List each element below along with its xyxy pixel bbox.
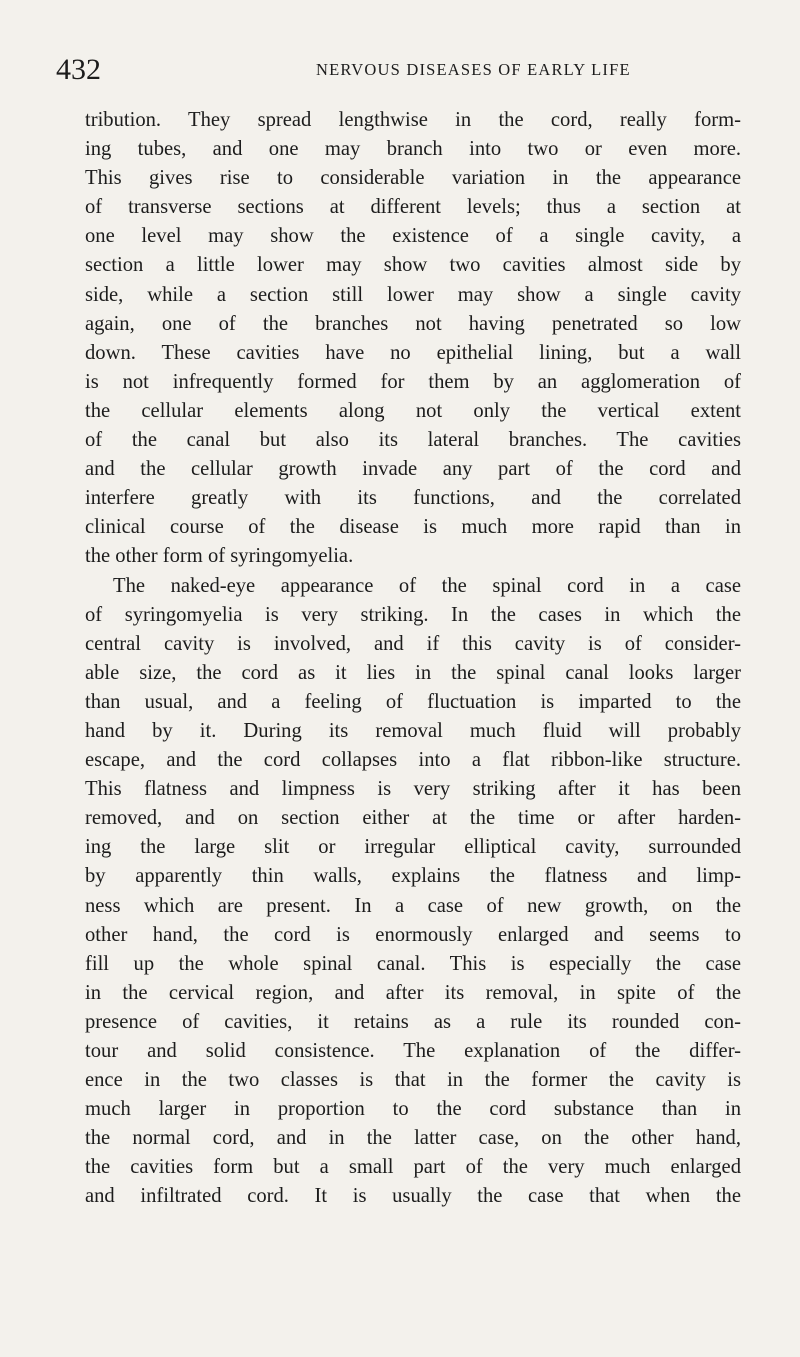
text-line: much larger in proportion to the cord substance than in (85, 1098, 741, 1121)
running-head (56, 50, 744, 90)
text-line: again, one of the branches not having penetrated so low (85, 312, 741, 335)
text-line: ing tubes, and one may branch into two or even more. (85, 138, 741, 161)
text-line: hand by it. During its removal much fluid will probably (85, 719, 741, 742)
text-line: removed, and on section either at the time or after harden- (85, 807, 741, 830)
text-line: This flatness and limpness is very striking after it has been (85, 778, 741, 801)
text-line: by apparently thin walls, explains the flatness and limp- (85, 865, 741, 888)
text-line: than usual, and a feeling of fluctuation is imparted to the (85, 690, 741, 713)
text-line: of the canal but also its lateral branches. The cavities (85, 429, 741, 452)
text-line: the normal cord, and in the latter case, on the other hand, (85, 1127, 741, 1150)
text-line: other hand, the cord is enormously enlarged and seems to (85, 923, 741, 946)
text-line: section a little lower may show two cavities almost side by (85, 254, 741, 277)
text-line: presence of cavities, it retains as a rule its rounded con- (85, 1010, 741, 1033)
text-line: escape, and the cord collapses into a flat ribbon-like structure. (85, 749, 741, 772)
body-text (85, 106, 741, 1212)
text-line: tribution. They spread lengthwise in the cord, really form- (85, 109, 741, 131)
text-line: of transverse sections at different levels; thus a section at (85, 196, 741, 219)
page-number: 432 (56, 53, 101, 86)
text-line: and infiltrated cord. It is usually the case that when the (85, 1185, 741, 1208)
text-line: ness which are present. In a case of new growth, on the (85, 894, 741, 917)
paragraph-start-line: The naked-eye appearance of the spinal cord in a case (113, 574, 741, 597)
text-line: ing the large slit or irregular elliptical cavity, surrounded (85, 836, 741, 859)
text-line: central cavity is involved, and if this cavity is of consider- (85, 632, 741, 655)
text-line: and the cellular growth invade any part of the cord and (85, 458, 741, 481)
running-head-title: NERVOUS DISEASES OF EARLY LIFE (316, 60, 631, 79)
text-line: is not infrequently formed for them by an agglomeration of (85, 370, 741, 393)
text-line: side, while a section still lower may show a single cavity (85, 283, 741, 306)
text-line: ence in the two classes is that in the former the cavity is (85, 1069, 741, 1092)
text-line: one level may show the existence of a single cavity, a (85, 225, 741, 248)
text-line: the cavities form but a small part of the very much enlarged (85, 1156, 741, 1179)
text-line: in the cervical region, and after its removal, in spite of the (85, 981, 741, 1004)
text-line: able size, the cord as it lies in the spinal canal looks larger (85, 661, 741, 684)
paragraph-end-line: the other form of syringomyelia. (85, 545, 354, 568)
text-line: fill up the whole spinal canal. This is especially the case (85, 952, 741, 975)
text-line: of syringomyelia is very striking. In the cases in which the (85, 603, 741, 626)
text-line: tour and solid consistence. The explanation of the differ- (85, 1040, 741, 1062)
text-line: interfere greatly with its functions, and the correlated (85, 487, 741, 510)
text-line: the cellular elements along not only the vertical extent (85, 399, 741, 422)
text-line: down. These cavities have no epithelial lining, but a wall (85, 341, 741, 364)
text-line: clinical course of the disease is much more rapid than in (85, 516, 741, 539)
text-line: This gives rise to considerable variation in the appearance (85, 167, 741, 190)
